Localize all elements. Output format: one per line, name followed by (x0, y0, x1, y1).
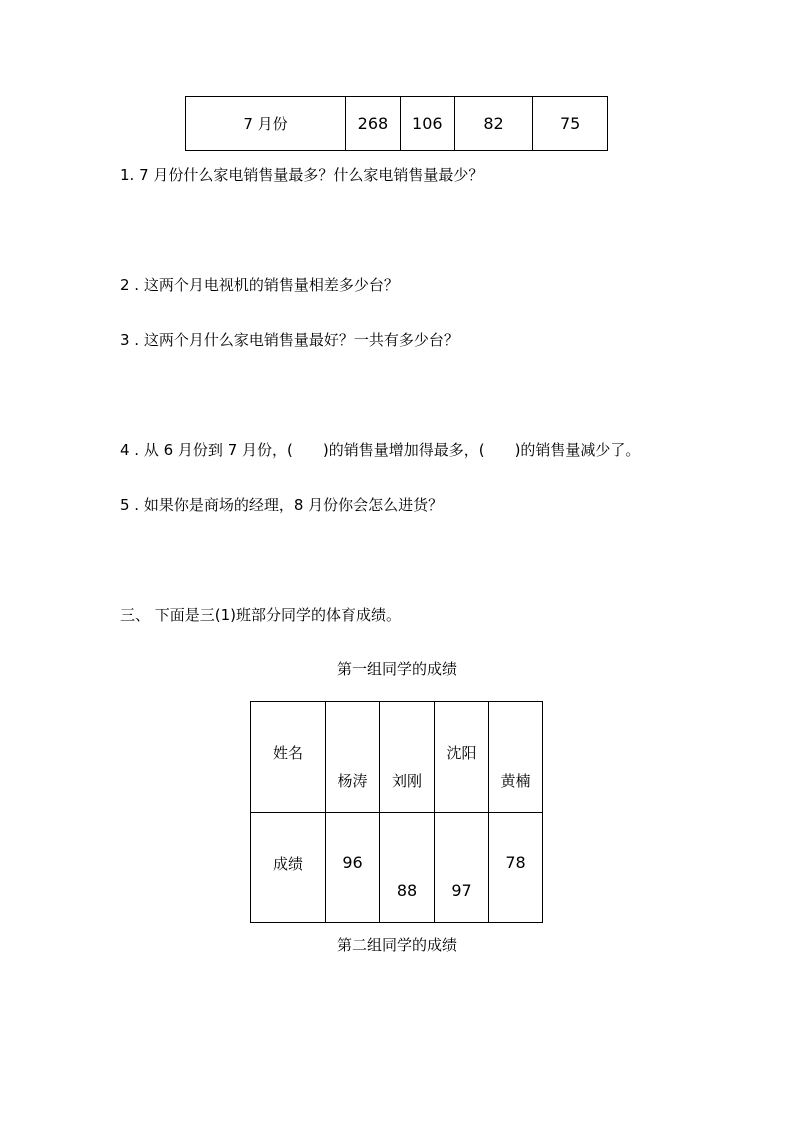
student-name: 杨涛 (337, 772, 368, 790)
name-header: 姓名 (272, 744, 303, 762)
name-cell (380, 702, 435, 813)
table-row (186, 97, 608, 151)
value-cell (400, 97, 454, 151)
question-3: 3 . 这两个月什么家电销售量最好？一共有多少台？ (120, 331, 459, 349)
name-cell (326, 702, 380, 813)
header-cell (251, 812, 326, 923)
question-2: 2 . 这两个月电视机的销售量相差多少台？ (120, 276, 399, 294)
student-name: 黄楠 (500, 772, 531, 790)
name-cell (489, 702, 543, 813)
question-4: 4 . 从 6 月份到 7 月份，( )的销售量增加得最多，( )的销售量减少了。 (120, 441, 641, 459)
score-cell (380, 812, 435, 923)
header-cell (251, 702, 326, 813)
value-text: 75 (559, 114, 581, 133)
value-cell (346, 97, 401, 151)
score-cell (435, 812, 489, 923)
student-name: 沈阳 (446, 744, 477, 762)
sales-table (185, 96, 608, 151)
value-text: 106 (412, 114, 443, 133)
student-score: 88 (396, 880, 418, 900)
score-cell (489, 812, 543, 923)
group2-title: 第二组同学的成绩 (336, 936, 457, 954)
score-table (250, 701, 543, 923)
month-label: 7 月份 (243, 115, 288, 133)
month-cell (186, 97, 346, 151)
value-text: 268 (357, 114, 389, 133)
score-header: 成绩 (272, 854, 303, 873)
table-row (251, 812, 543, 923)
student-score: 96 (342, 852, 363, 872)
question-1: 1. 7 月份什么家电销售量最多？什么家电销售量最少？ (120, 166, 484, 184)
section-heading: 三、 下面是三(1)班部分同学的体育成绩。 (120, 606, 402, 624)
value-text: 82 (483, 114, 504, 133)
student-score: 97 (451, 880, 472, 900)
student-name: 刘刚 (391, 772, 422, 790)
value-cell (454, 97, 533, 151)
group1-title: 第一组同学的成绩 (336, 660, 457, 678)
score-cell (326, 812, 380, 923)
question-5: 5 . 如果你是商场的经理，8 月份你会怎么进货？ (120, 496, 444, 514)
table-row (251, 702, 543, 813)
value-cell (533, 97, 608, 151)
student-score: 78 (505, 852, 526, 872)
name-cell (435, 702, 489, 813)
